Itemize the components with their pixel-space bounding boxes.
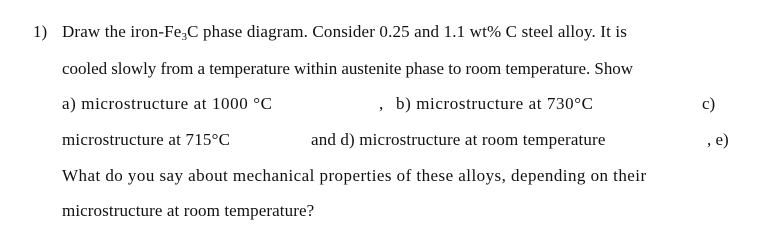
question-line-2-text: cooled slowly from a temperature within austenite phase to room temperature. Show: [62, 59, 633, 78]
part-c-text: microstructure at 715°C: [62, 130, 231, 149]
question-line-1-text: [62, 22, 627, 42]
question-number: 1): [33, 22, 48, 41]
part-e-label: , e): [707, 130, 729, 149]
line1-subscript: 3: [181, 31, 188, 43]
part-e-text: What do you say about mechanical properties of these alloys, depending on their: [62, 166, 647, 185]
line1-pre: Draw the iron-Fe: [62, 22, 182, 41]
part-e-text-end: microstructure at room temperature?: [62, 201, 315, 220]
part-a-comma: ,: [379, 94, 384, 113]
part-a-text: a) microstructure at 1000 °C: [62, 94, 273, 113]
part-b-text: b) microstructure at 730°C: [396, 94, 594, 113]
part-d-text: and d) microstructure at room temperature: [311, 130, 606, 149]
part-c-label: c): [702, 94, 716, 113]
line1-post: C phase diagram. Consider 0.25 and 1.1 wt% C steel alloy. It is: [187, 22, 628, 41]
